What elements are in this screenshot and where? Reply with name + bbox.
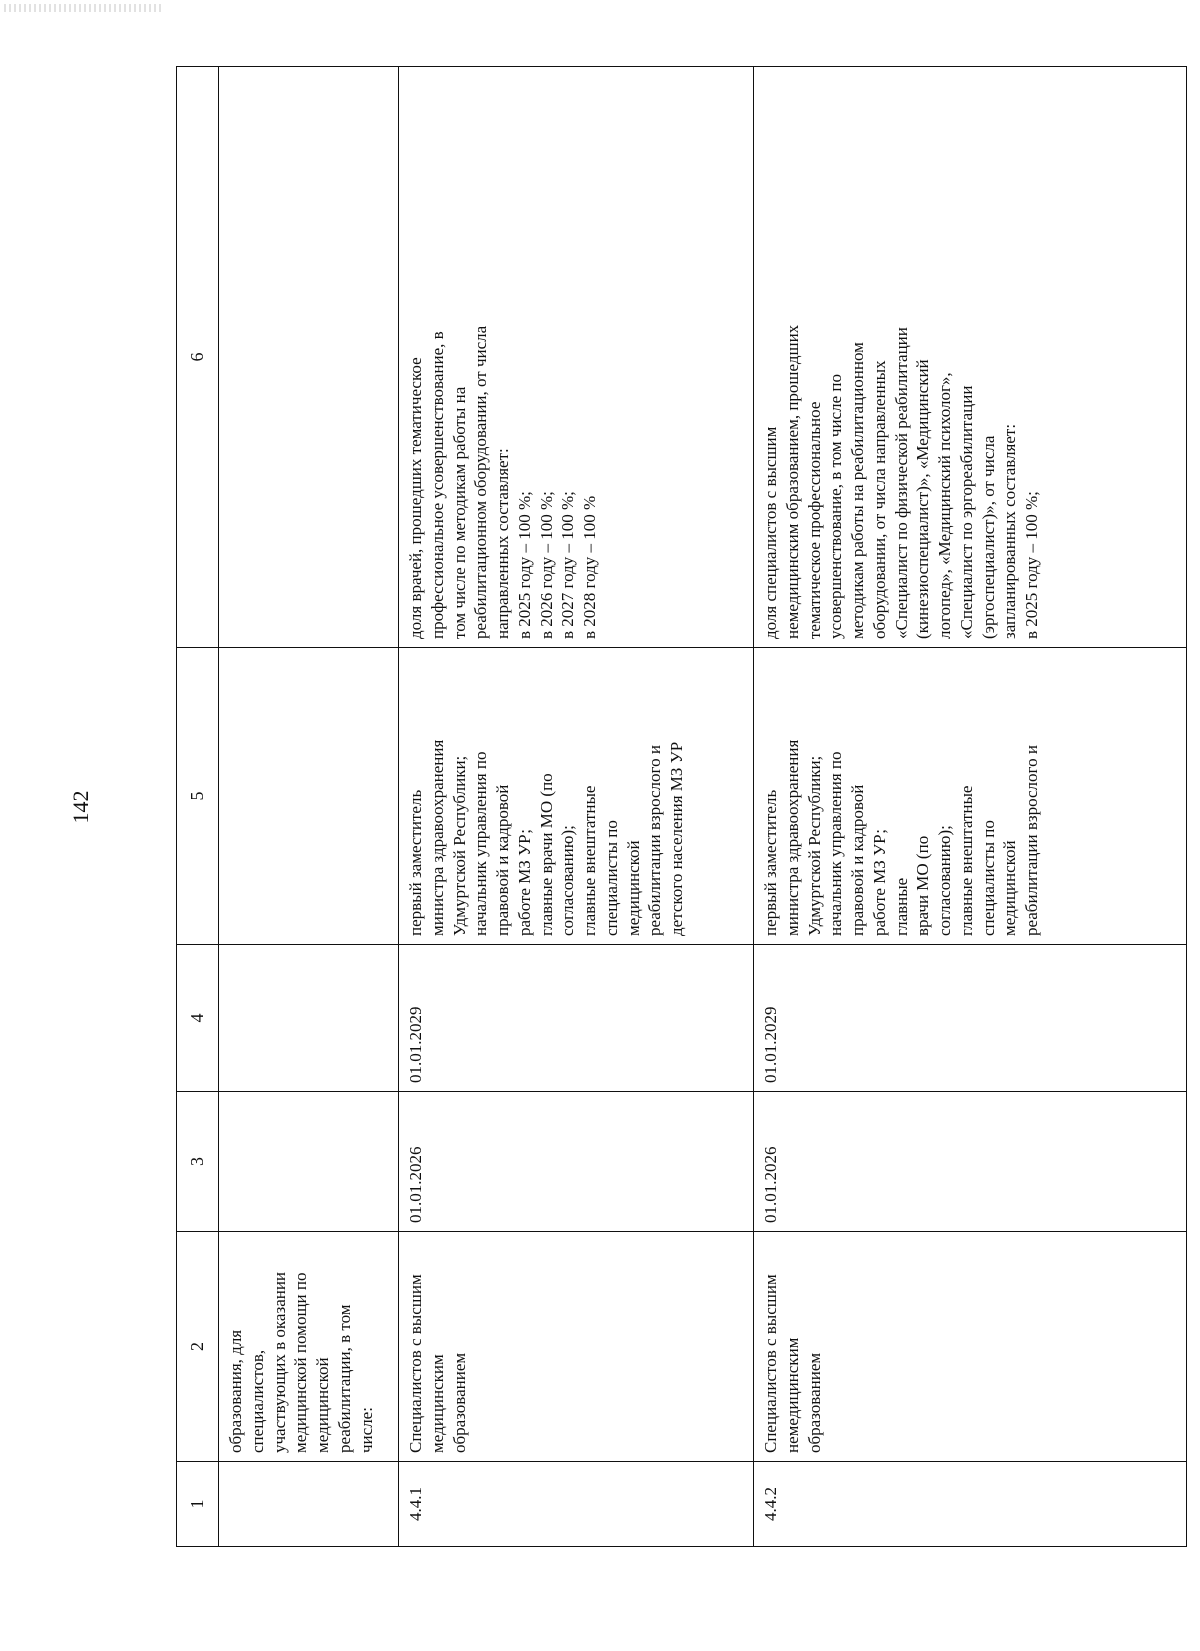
start-date: 01.01.2026 (754, 1092, 1187, 1232)
scan-artifact (4, 4, 164, 12)
indicator: доля врачей, прошедших тематическое профессиональное усовершенствование, в том числе по методикам работы на реабилитационном оборудовании, от числа направленных составляет: в 2025 году – 100 %; в 2026 году – 100 %; в 2027 году – 100 %; в 2028 году – 100 % (399, 67, 754, 648)
column-header: 2 (177, 1232, 219, 1462)
row-number: 4.4.1 (399, 1462, 754, 1547)
row-number: 4.4.2 (754, 1462, 1187, 1547)
event-name: Специалистов с высшим немедицинским образованием (754, 1232, 1187, 1462)
table-row (219, 67, 399, 1547)
column-header: 6 (177, 67, 219, 648)
plan-table (176, 66, 1187, 1547)
row-number (219, 1462, 399, 1547)
rotated-page (68, 67, 1186, 1547)
table-row (399, 67, 754, 1547)
indicator: доля специалистов с высшим немедицинским образованием, прошедших тематическое профессиональное усовершенствование, в том числе по методикам работы на реабилитационном оборудовании, от числа направленных «Специалист по физической реабилитации (кинезиоспециалист)», «Медицинский логопед», «Медицинский психолог», «Специалист по эргореабилитации (эргоспециалист)», от числа запланированных составляет: в 2025 году – 100 %; (754, 67, 1187, 648)
end-date (219, 945, 399, 1092)
responsible: первый заместитель министра здравоохранения Удмуртской Республики; начальник управления по правовой и кадровой работе МЗ УР; главные врачи МО (по согласованию); главные внештатные специалисты по медицинской реабилитации взрослого и (754, 648, 1187, 945)
end-date: 01.01.2029 (754, 945, 1187, 1092)
event-name: Специалистов с высшим медицинским образованием (399, 1232, 754, 1462)
start-date (219, 1092, 399, 1232)
column-header: 4 (177, 945, 219, 1092)
event-name: образования, для специалистов, участвующих в оказании медицинской помощи по медицинской реабилитации, в том числе: (219, 1232, 399, 1462)
end-date: 01.01.2029 (399, 945, 754, 1092)
page-number: 142 (68, 790, 93, 824)
responsible: первый заместитель министра здравоохранения Удмуртской Республики; начальник управления по правовой и кадровой работе МЗ УР; главные врачи МО (по согласованию); главные внештатные специалисты по медицинской реабилитации взрослого и детского населения МЗ УР (399, 648, 754, 945)
responsible (219, 648, 399, 945)
table-row (754, 67, 1187, 1547)
column-header: 5 (177, 648, 219, 945)
column-header: 1 (177, 1462, 219, 1547)
header-row (177, 67, 219, 1547)
indicator (219, 67, 399, 648)
column-header: 3 (177, 1092, 219, 1232)
start-date: 01.01.2026 (399, 1092, 754, 1232)
